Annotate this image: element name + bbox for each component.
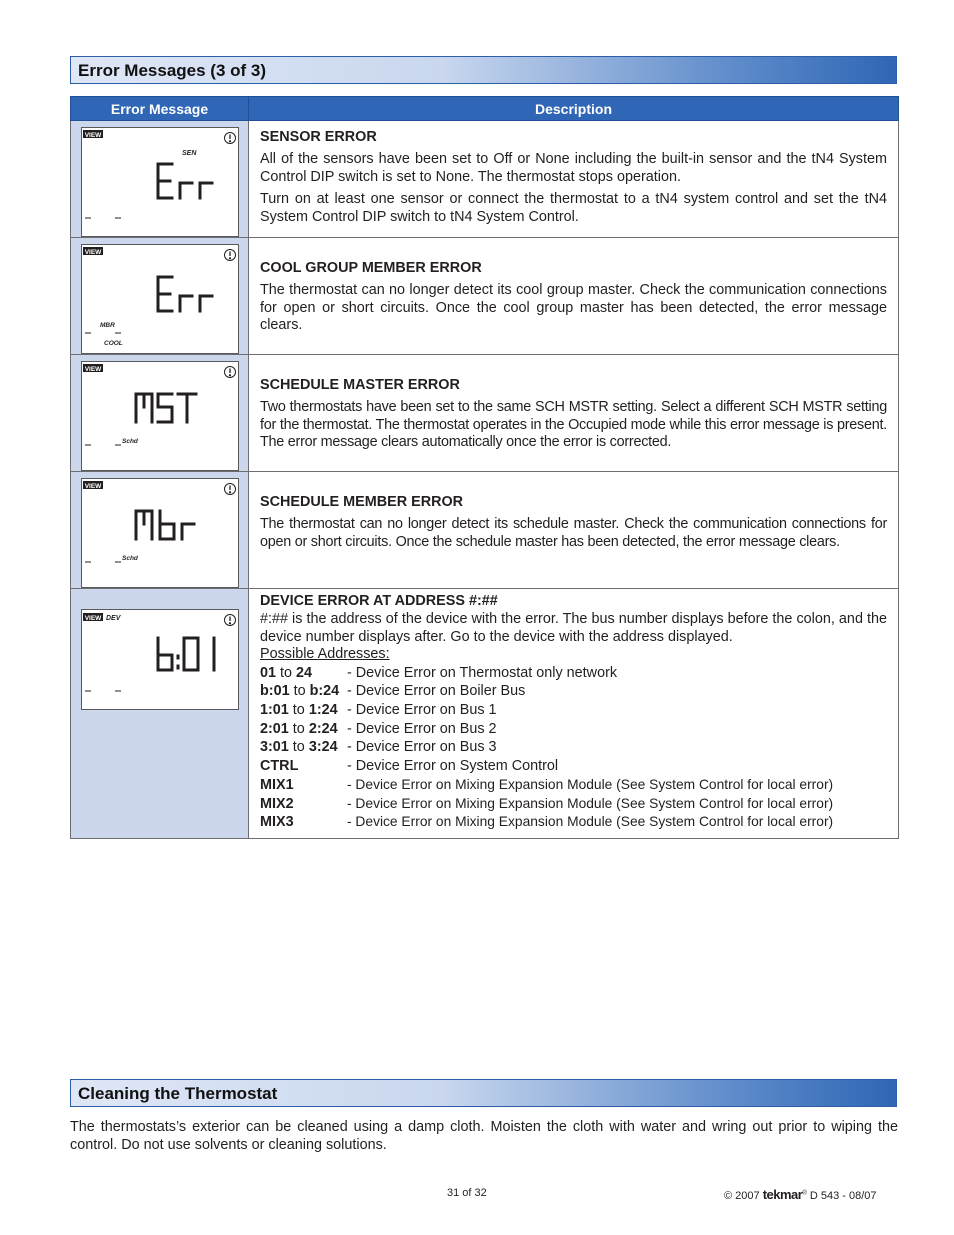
address-list bbox=[260, 664, 887, 832]
copyright: © 2007 bbox=[724, 1190, 760, 1202]
lcd-display bbox=[81, 244, 239, 354]
address-until: b:24 bbox=[309, 683, 340, 700]
lcd-display bbox=[81, 609, 239, 710]
error-display-cell bbox=[71, 355, 249, 472]
view-label: VIEW bbox=[84, 249, 102, 256]
address-from: MIX3 bbox=[260, 814, 294, 831]
error-text: All of the sensors have been set to Off or None including the built-in sensor and the tN4 System Control DIP switch is set to None. The thermostat stops operation. bbox=[260, 151, 887, 185]
address-to-word: to bbox=[288, 720, 309, 737]
address-row bbox=[260, 813, 887, 832]
address-until: 1:24 bbox=[308, 702, 338, 719]
lcd-main-digits bbox=[158, 277, 212, 311]
address-description: - Device Error on Mixing Expansion Module (See System Control for local error) bbox=[347, 795, 834, 811]
lcd-label: MBR bbox=[100, 322, 115, 329]
address-row bbox=[260, 738, 887, 757]
address-row bbox=[260, 682, 887, 701]
address-description: - Device Error on Mixing Expansion Module (See System Control for local error) bbox=[347, 776, 834, 792]
lcd-label: Schd bbox=[122, 438, 138, 445]
footer-brand bbox=[724, 1187, 876, 1202]
address-row bbox=[260, 795, 887, 814]
brand-logo: tekmar bbox=[762, 1187, 803, 1202]
address-row bbox=[260, 757, 887, 776]
header-description: Description bbox=[249, 97, 899, 121]
error-title: DEVICE ERROR AT ADDRESS #:## bbox=[260, 593, 498, 609]
view-label: VIEW bbox=[84, 615, 102, 622]
address-description: - Device Error on Bus 3 bbox=[347, 739, 497, 756]
page-number: 31 of 32 bbox=[447, 1187, 487, 1199]
lcd-top-label: DEV bbox=[106, 615, 121, 622]
address-from: b:01 bbox=[260, 683, 290, 700]
address-from: 3:01 bbox=[260, 739, 289, 756]
address-row bbox=[260, 776, 887, 795]
address-from: MIX2 bbox=[260, 795, 294, 812]
lcd-label: Schd bbox=[122, 555, 138, 562]
error-text: #:## is the address of the device with the error. The bus number displays before the colon, and the device number displays after. Go to the device with the address displayed. bbox=[260, 611, 887, 645]
lcd-label: COOL bbox=[104, 340, 123, 347]
view-label: VIEW bbox=[84, 366, 102, 373]
lcd-top-label: SEN bbox=[182, 150, 197, 157]
address-row bbox=[260, 720, 887, 739]
view-label: VIEW bbox=[84, 483, 102, 490]
address-row bbox=[260, 701, 887, 720]
alert-circle-icon bbox=[225, 615, 236, 626]
address-until: 2:24 bbox=[308, 720, 338, 737]
address-from: 01 bbox=[260, 664, 277, 681]
address-to-word: to bbox=[289, 683, 310, 700]
address-from: 2:01 bbox=[260, 720, 289, 737]
address-to-word: to bbox=[288, 739, 309, 756]
header-error-message: Error Message bbox=[71, 97, 249, 121]
lcd-main-digits bbox=[158, 638, 214, 670]
address-until: 24 bbox=[296, 664, 313, 681]
registered-mark: ® bbox=[802, 1190, 807, 1197]
error-title: SCHEDULE MASTER ERROR bbox=[260, 377, 460, 393]
cleaning-text: The thermostats’s exterior can be cleaned using a damp cloth. Moisten the cloth with water and wring out prior to wiping the control. Do not use solvents or cleaning solutions. bbox=[70, 1119, 898, 1153]
alert-circle-icon bbox=[225, 133, 236, 144]
table-row bbox=[71, 355, 899, 472]
table-row bbox=[71, 238, 899, 355]
error-description-cell bbox=[249, 472, 899, 589]
table-row bbox=[71, 121, 899, 238]
address-to-word: to bbox=[276, 664, 297, 681]
address-description: - Device Error on Thermostat only network bbox=[347, 664, 618, 681]
lcd-display bbox=[81, 127, 239, 237]
address-until: 3:24 bbox=[308, 739, 338, 756]
lcd-main-digits bbox=[136, 511, 194, 539]
address-description: - Device Error on Bus 1 bbox=[347, 702, 497, 719]
address-description: - Device Error on Boiler Bus bbox=[347, 683, 526, 700]
lcd-main-digits bbox=[136, 394, 196, 422]
error-title: SCHEDULE MEMBER ERROR bbox=[260, 494, 464, 510]
alert-circle-icon bbox=[225, 367, 236, 378]
lcd-display bbox=[81, 361, 239, 471]
error-text: Turn on at least one sensor or connect the thermostat to a tN4 system control and set the tN4 System Control DIP switch to tN4 System Control. bbox=[260, 191, 887, 225]
alert-circle-icon bbox=[225, 250, 236, 261]
error-description-cell bbox=[249, 355, 899, 472]
error-display-cell bbox=[71, 121, 249, 238]
error-description-cell bbox=[249, 589, 899, 839]
address-description: - Device Error on Bus 2 bbox=[347, 720, 497, 737]
section-title-cleaning: Cleaning the Thermostat bbox=[70, 1079, 897, 1107]
error-text: Two thermostats have been set to the same SCH MSTR setting. Select a different SCH MSTR setting for the thermostat. The thermostat operates in the Occupied mode while this error message is present. The error message clears automatically once the error is corrected. bbox=[260, 399, 887, 451]
alert-circle-icon bbox=[225, 484, 236, 495]
view-label: VIEW bbox=[84, 132, 102, 139]
table-row bbox=[71, 472, 899, 589]
section-title-error-messages: Error Messages (3 of 3) bbox=[70, 56, 897, 84]
error-description-cell bbox=[249, 238, 899, 355]
error-display-cell bbox=[71, 472, 249, 589]
lcd-main-digits bbox=[158, 164, 212, 198]
address-from: CTRL bbox=[260, 758, 299, 775]
error-text: The thermostat can no longer detect its cool group master. Check the communication connections for open or short circuits. Once the cool group master has been detected, the error message clears. bbox=[260, 282, 887, 334]
address-from: MIX1 bbox=[260, 776, 294, 793]
table-row bbox=[71, 589, 899, 839]
lcd-display bbox=[81, 478, 239, 588]
address-description: - Device Error on Mixing Expansion Module (See System Control for local error) bbox=[347, 814, 834, 830]
error-title: SENSOR ERROR bbox=[260, 129, 377, 145]
address-to-word: to bbox=[288, 702, 309, 719]
possible-addresses-label: Possible Addresses: bbox=[260, 646, 390, 663]
error-messages-table bbox=[70, 96, 899, 839]
error-text: The thermostat can no longer detect its schedule master. Check the communication connections for open or short circuits. Once the schedule master has been detected, the error message clears. bbox=[260, 516, 887, 550]
address-row bbox=[260, 664, 887, 683]
error-display-cell bbox=[71, 238, 249, 355]
error-description-cell bbox=[249, 121, 899, 238]
address-description: - Device Error on System Control bbox=[347, 758, 559, 775]
document-number: D 543 - 08/07 bbox=[809, 1190, 877, 1202]
error-display-cell bbox=[71, 589, 249, 839]
error-title: COOL GROUP MEMBER ERROR bbox=[260, 260, 482, 276]
address-from: 1:01 bbox=[260, 702, 289, 719]
